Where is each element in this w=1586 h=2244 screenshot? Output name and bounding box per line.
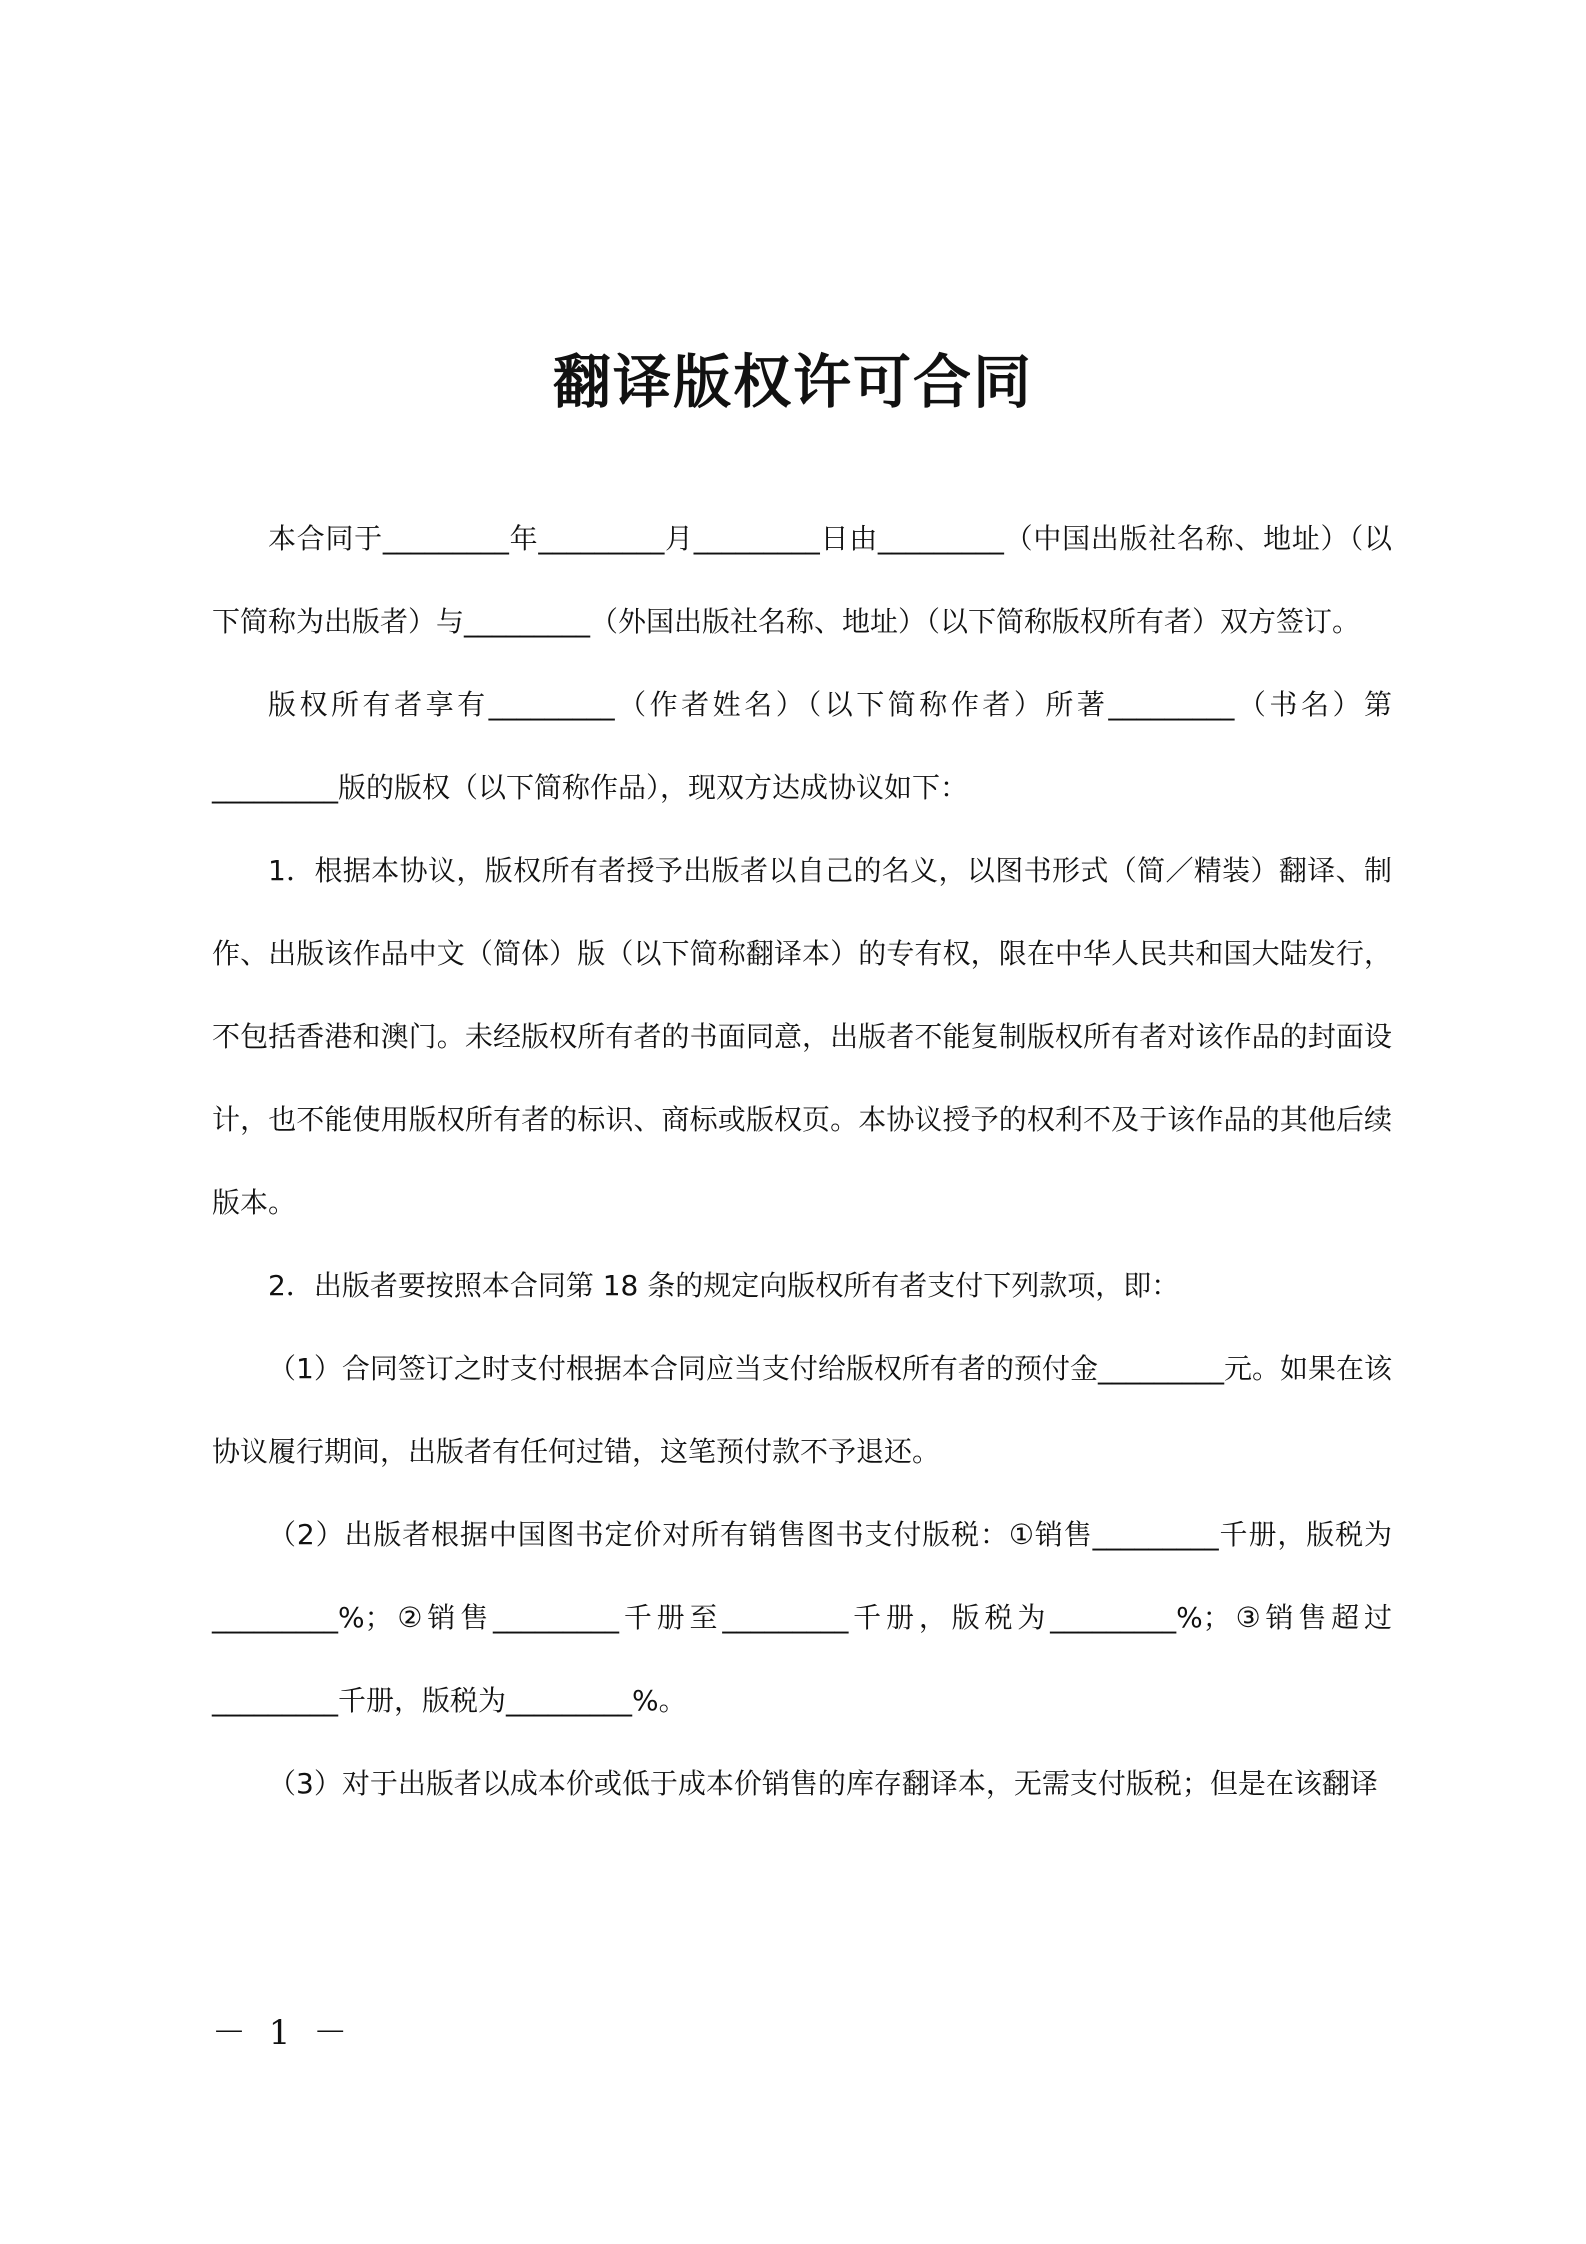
paragraph-preamble: 本合同于_________年_________月_________日由_________（中国出版社名称、地址）（以下简称为出版者）与_________（外国出版社名称、地址）（以下简称版权所有者）双方签订。 <box>212 522 1392 638</box>
paragraph-clause-2: 2．出版者要按照本合同第 18 条的规定向版权所有者支付下列款项，即： <box>268 1269 1180 1302</box>
document-title: 翻译版权许可合同 <box>552 348 1033 416</box>
paragraph-copyright-statement: 版权所有者享有_________（作者姓名）（以下简称作者）所著_________（书名）第_________版的版权（以下简称作品），现双方达成协议如下： <box>212 688 1392 804</box>
paragraph-clause-1: 1．根据本协议，版权所有者授予出版者以自己的名义，以图书形式（简／精装）翻译、制作、出版该作品中文（简体）版（以下简称翻译本）的专有权，限在中华人民共和国大陆发行，不包括香港和澳门。未经版权所有者的书面同意，出版者不能复制版权所有者对该作品的封面设计，也不能使用版权所有者的标识、商标或版权页。本协议授予的权利不及于该作品的其他后续版本。 <box>212 854 1392 1219</box>
document-body <box>212 497 1392 1825</box>
paragraph-clause-2-3: （3）对于出版者以成本价或低于成本价销售的库存翻译本，无需支付版税；但是在该翻译 <box>268 1767 1378 1800</box>
paragraph-clause-2-1: （1）合同签订之时支付根据本合同应当支付给版权所有者的预付金_________元。如果在该协议履行期间，出版者有任何过错，这笔预付款不予退还。 <box>212 1352 1392 1468</box>
page-number: － 1 － <box>212 2013 354 2053</box>
paragraph-clause-2-2: （2）出版者根据中国图书定价对所有销售图书支付版税：①销售_________千册，版税为_________%；②销售_________千册至_________千册，版税为_________%；③销售超过_________千册，版税为_________%。 <box>212 1518 1392 1717</box>
